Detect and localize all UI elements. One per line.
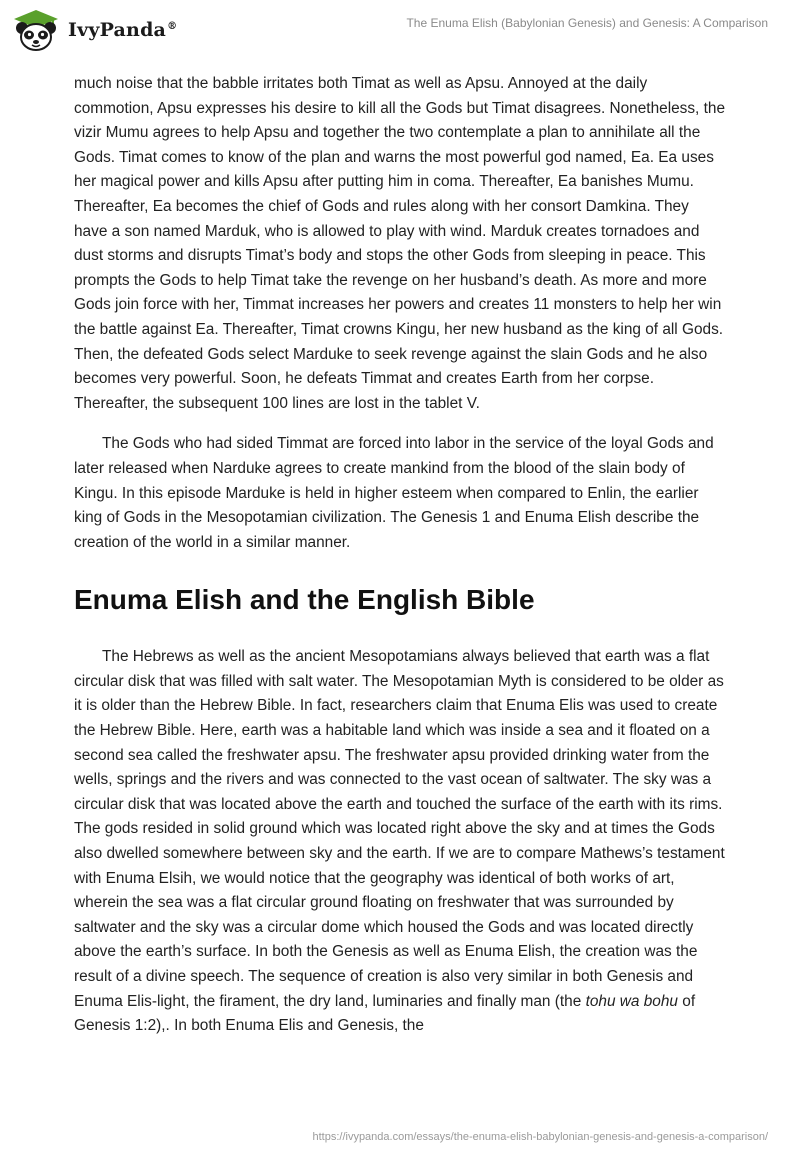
paragraph-1: much noise that the babble irritates both Timat as well as Apsu. Annoyed at the daily commotion, Apsu expresses his desire to kill all the Gods but Timat disagrees. Nonetheless, the vizir Mumu agrees to help Apsu and together the two contemplate a plan to annihilate all the Gods. Timat comes to know of the plan and warns the most powerful god named, Ea. Ea uses her magical power and kills Apsu after putting him in coma. Thereafter, Ea banishes Mumu. Thereafter, Ea becomes the chief of Gods and rules along with her consort Damkina. They have a son named Marduk, who is allowed to play with wind. Marduk creates tornadoes and dust storms and disrupts Timat’s body and stops the other Gods from sleeping in peace. This prompts the Gods to help Timat take the revenge on her husband’s death. As more and more Gods join force with her, Timmat increases her powers and creates 11 monsters to help her win the battle against Ea. Thereafter, Timat crowns Kingu, her new husband as the king of all Gods. Then, the defeated Gods select Marduke to seek revenge against the slain Gods and he also becomes very powerful. Soon, he defeats Timmat and creates Earth from her corpse. Thereafter, the subsequent 100 lines are lost in the tablet V. [74,75,726,412]
section-heading: Enuma Elish and the English Bible [74,584,535,616]
panda-graduate-icon [12,8,60,52]
brand-name: IvyPanda® [68,19,178,41]
paragraph-3-italic: tohu wa bohu [585,992,678,1010]
source-url[interactable]: https://ivypanda.com/essays/the-enuma-elish-babylonian-genesis-and-genesis-a-comparison/ [312,1131,768,1143]
paragraph-3 [74,645,726,1039]
paragraph-3-text-a: The Hebrews as well as the ancient Mesopotamians always believed that earth was a flat circular disk that was filled with salt water. The Mesopotamian Myth is considered to be older as it is older than the Hebrew Bible. In fact, researchers claim that Enuma Elis was used to create the Hebrew Bible. Here, earth was a habitable land which was inside a sea and it floated on a second sea called the freshwater apsu. The freshwater apsu provided drinking water from the wells, springs and the rivers and was connected to the vast ocean of saltwater. The sky was a circular disk that was located above the earth and touched the surface of the earth with its rims. The gods resided in solid ground which was located right above the sky and at times the Gods also dwelled somewhere between sky and the earth. If we are to compare Mathews’s testament with Enuma Elsih, we would notice that the geography was identical of both works of art, wherein the sea was a flat circular ground floating on freshwater that was surrounded by saltwater and the sky was a circular dome which housed the Gods and was located directly above the earth’s surface. In both the Genesis as well as Enuma Elish, the creation was the result of a divine speech. The sequence of creation is also very similar in both Genesis and Enuma Elis-light, the firament, the dry land, luminaries and finally man (the [74,648,725,1010]
registered-mark: ® [167,20,178,32]
essay-body [74,72,726,1039]
page-header [0,0,800,60]
paragraph-2: The Gods who had sided Timmat are forced into labor in the service of the loyal Gods and later released when Narduke agrees to create mankind from the blood of the slain body of Kingu. In this episode Marduke is held in higher esteem when compared to Enlin, the earlier king of Gods in the Mesopotamian civilization. The Genesis 1 and Enuma Elish describe the creation of the world in a similar manner. [74,435,714,551]
paragraph-gap [74,416,726,432]
paragraph-3-text-b: of Genesis 1:2),. In both Enuma Elis and Genesis, the [74,992,696,1035]
document-title: The Enuma Elish (Babylonian Genesis) and Genesis: A Comparison [406,16,768,30]
brand-logo[interactable] [12,8,177,52]
